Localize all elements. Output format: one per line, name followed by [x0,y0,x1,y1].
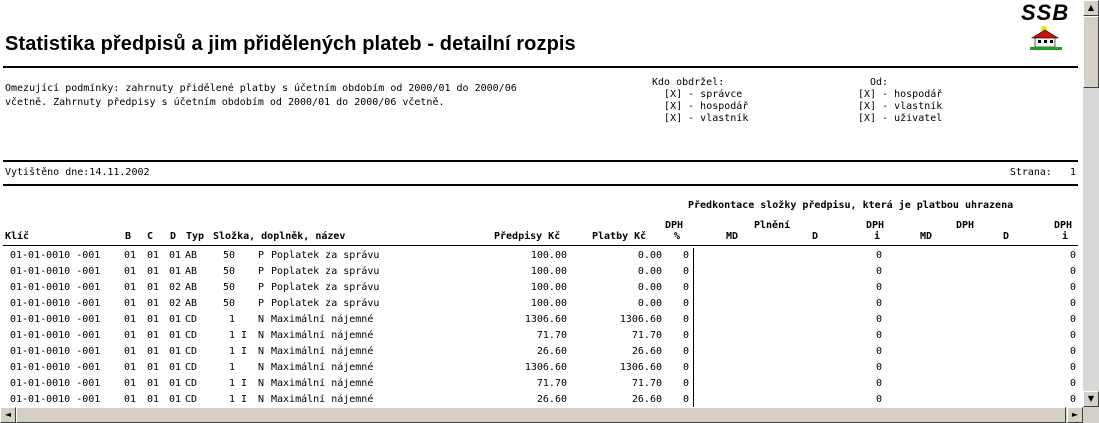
cell-typ: CD [185,394,198,405]
cell-doplnek: I [241,346,248,357]
cell-b: 01 [124,314,137,325]
cell-dphi-1: 0 [876,362,883,373]
table-row [0,328,1083,344]
cell-c: 01 [147,282,160,293]
cell-predpisy: 1306.60 [524,314,567,325]
col-d-2: D [1003,231,1010,242]
cell-dphi-2: 0 [1070,362,1077,373]
cell-dphi-1: 0 [876,394,883,405]
scroll-up-icon[interactable]: ▲ [1083,0,1099,16]
cell-platby: 0.00 [637,266,662,277]
conditions-line-1: Omezující podmínky: zahrnuty přidělené platby s účetním obdobím od 2000/01 do 2000/06 [5,83,517,94]
cell-flag: P [258,266,265,277]
scroll-right-icon[interactable]: ► [1067,407,1083,423]
cell-nazev: Maximální nájemné [271,346,374,357]
cell-c: 01 [147,330,160,341]
cell-typ: AB [185,282,198,293]
cell-slozka: 50 [222,282,235,293]
from-item: [X] - uživatel [858,113,943,124]
cell-flag: P [258,250,265,261]
cell-typ: AB [185,266,198,277]
cell-dphi-1: 0 [876,282,883,293]
cell-d: 01 [169,250,182,261]
cell-typ: CD [185,330,198,341]
col-md-1: MD [726,231,739,242]
cell-doplnek: I [241,330,248,341]
printed-label: Vytištěno dne: [5,167,90,178]
cell-nazev: Poplatek za správu [271,250,380,261]
cell-dphi-2: 0 [1070,378,1077,389]
cell-c: 01 [147,394,160,405]
title-divider [3,66,1078,68]
col-platby: Platby Kč [592,231,647,242]
recipient-item: [X] - správce [664,89,743,100]
cell-predpisy: 71.70 [536,330,567,341]
cell-typ: AB [185,250,198,261]
col-d: D [170,231,177,242]
scroll-left-icon[interactable]: ◄ [0,407,16,423]
cell-slozka: 1 [228,346,235,357]
cell-c: 01 [147,298,160,309]
cell-dphi-1: 0 [876,330,883,341]
cell-predpisy: 100.00 [530,298,567,309]
col-klic: Klíč [5,231,30,242]
cell-dph-pct: 0 [683,250,690,261]
printed-date: 14.11.2002 [89,167,150,178]
cell-dph-pct: 0 [683,378,690,389]
cell-slozka: 1 [228,330,235,341]
col-dphi-1-top: DPH [866,220,885,231]
cell-platby: 0.00 [637,250,662,261]
cell-nazev: Maximální nájemné [271,330,374,341]
cell-dph-pct: 0 [683,282,690,293]
cell-c: 01 [147,346,160,357]
cell-dph-pct: 0 [683,394,690,405]
table-row [0,360,1083,376]
horizontal-scrollbar[interactable] [0,407,1083,423]
cell-typ: CD [185,346,198,357]
cell-klic: 01-01-0010 -001 [10,250,101,261]
col-dphi-1-bottom: i [874,231,881,242]
cell-klic: 01-01-0010 -001 [10,378,101,389]
from-block [858,77,942,125]
cell-predpisy: 100.00 [530,266,567,277]
cell-platby: 1306.60 [619,362,662,373]
cell-platby: 71.70 [631,330,662,341]
cell-doplnek: I [241,394,248,405]
cell-platby: 0.00 [637,282,662,293]
cell-predpisy: 26.60 [536,346,567,357]
table-row [0,296,1083,312]
cell-slozka: 1 [228,378,235,389]
recipients-label: Kdo obdržel: [652,77,725,88]
cell-c: 01 [147,266,160,277]
printed-date-line [5,167,150,178]
cell-dphi-2: 0 [1070,282,1077,293]
cell-klic: 01-01-0010 -001 [10,346,101,357]
cell-d: 01 [169,266,182,277]
cell-dph-pct: 0 [683,362,690,373]
cell-c: 01 [147,250,160,261]
cell-predpisy: 100.00 [530,282,567,293]
cell-dphi-2: 0 [1070,346,1077,357]
horizontal-scroll-thumb[interactable] [16,407,1066,423]
cell-d: 01 [169,394,182,405]
table-header-divider [3,245,1078,246]
cell-slozka: 1 [228,362,235,373]
cell-slozka: 50 [222,250,235,261]
cell-dph-pct: 0 [683,346,690,357]
cell-b: 01 [124,346,137,357]
predkontace-header: Předkontace složky předpisu, která je platbou uhrazena [688,200,1014,211]
cell-typ: CD [185,362,198,373]
cell-c: 01 [147,378,160,389]
conditions-text [5,82,517,110]
cell-nazev: Poplatek za správu [271,298,380,309]
from-label: Od: [870,77,889,88]
table-row [0,312,1083,328]
cell-dphi-1: 0 [876,346,883,357]
cell-dphi-1: 0 [876,314,883,325]
cell-platby: 71.70 [631,378,662,389]
cell-b: 01 [124,362,137,373]
cell-nazev: Maximální nájemné [271,314,374,325]
vertical-scrollbar[interactable] [1083,0,1099,407]
col-dphi-2-bottom: i [1062,231,1069,242]
col-dph-mid: DPH [956,220,975,231]
report-title: Statistika předpisů a jim přidělených plateb - detailní rozpis [5,33,576,55]
cell-slozka: 1 [228,394,235,405]
cell-d: 02 [169,282,182,293]
cell-slozka: 1 [228,314,235,325]
cell-flag: P [258,282,265,293]
table-row [0,376,1083,392]
col-predpisy: Předpisy Kč [494,231,561,242]
col-slozka: Složka, doplněk, název [213,231,346,242]
col-c: C [147,231,154,242]
cell-nazev: Poplatek za správu [271,266,380,277]
cell-d: 02 [169,298,182,309]
cell-dph-pct: 0 [683,266,690,277]
cell-c: 01 [147,362,160,373]
cell-d: 01 [169,346,182,357]
cell-flag: N [258,378,265,389]
cell-dphi-2: 0 [1070,298,1077,309]
table-row [0,248,1083,264]
cell-b: 01 [124,330,137,341]
cell-klic: 01-01-0010 -001 [10,282,101,293]
cell-klic: 01-01-0010 -001 [10,394,101,405]
col-dphi-2-top: DPH [1054,220,1073,231]
cell-dph-pct: 0 [683,314,690,325]
cell-klic: 01-01-0010 -001 [10,298,101,309]
ssb-logo-text: SSB [1021,0,1070,25]
cell-b: 01 [124,298,137,309]
cell-platby: 26.60 [631,394,662,405]
cell-klic: 01-01-0010 -001 [10,266,101,277]
cell-klic: 01-01-0010 -001 [10,314,101,325]
cell-nazev: Maximální nájemné [271,378,374,389]
cell-dphi-2: 0 [1070,314,1077,325]
cell-predpisy: 71.70 [536,378,567,389]
cell-flag: N [258,330,265,341]
cell-nazev: Maximální nájemné [271,394,374,405]
table-row [0,264,1083,280]
from-item: [X] - hospodář [858,89,943,100]
cell-klic: 01-01-0010 -001 [10,362,101,373]
col-plneni: Plnění [754,220,791,231]
cell-predpisy: 100.00 [530,250,567,261]
table-row [0,280,1083,296]
cell-nazev: Poplatek za správu [271,282,380,293]
table-row [0,344,1083,360]
cell-b: 01 [124,250,137,261]
cell-dph-pct: 0 [683,330,690,341]
recipient-item: [X] - hospodář [664,101,749,112]
col-dph-pct-bottom: % [674,231,681,242]
col-b: B [125,231,132,242]
col-d-1: D [812,231,819,242]
col-typ: Typ [186,231,205,242]
cell-flag: P [258,298,265,309]
cell-flag: N [258,346,265,357]
cell-klic: 01-01-0010 -001 [10,330,101,341]
table-row [0,392,1083,407]
cell-b: 01 [124,282,137,293]
conditions-line-2: včetně. Zahrnuty předpisy s účetním obdobím od 2000/01 do 2000/06 včetně. [5,97,445,108]
header-divider-bottom [3,184,1078,186]
cell-typ: CD [185,378,198,389]
cell-d: 01 [169,330,182,341]
page-number-line [1010,167,1076,178]
cell-platby: 1306.60 [619,314,662,325]
col-dph-pct-top: DPH [665,220,684,231]
cell-dphi-1: 0 [876,378,883,389]
cell-slozka: 50 [222,266,235,277]
page-label: Strana: [1009,167,1052,178]
cell-dph-pct: 0 [683,298,690,309]
cell-flag: N [258,362,265,373]
cell-platby: 26.60 [631,346,662,357]
cell-d: 01 [169,314,182,325]
cell-dphi-1: 0 [876,266,883,277]
cell-b: 01 [124,394,137,405]
page-number: 1 [1069,167,1076,178]
cell-typ: AB [185,298,198,309]
cell-typ: CD [185,314,198,325]
cell-c: 01 [147,314,160,325]
cell-b: 01 [124,266,137,277]
house-logo-icon [1028,26,1064,56]
cell-dphi-2: 0 [1070,330,1077,341]
cell-dphi-2: 0 [1070,250,1077,261]
from-item: [X] - vlastník [858,101,943,112]
cell-doplnek: I [241,378,248,389]
cell-dphi-2: 0 [1070,394,1077,405]
cell-predpisy: 1306.60 [524,362,567,373]
cell-d: 01 [169,362,182,373]
scrollbar-corner [1083,407,1099,423]
recipient-item: [X] - vlastník [664,113,749,124]
cell-flag: N [258,314,265,325]
cell-flag: N [258,394,265,405]
col-md-2: MD [920,231,933,242]
vertical-scroll-thumb[interactable] [1083,16,1099,88]
scroll-down-icon[interactable]: ▼ [1083,391,1099,407]
cell-d: 01 [169,378,182,389]
cell-dphi-2: 0 [1070,266,1077,277]
cell-predpisy: 26.60 [536,394,567,405]
header-divider-top [3,160,1078,162]
cell-platby: 0.00 [637,298,662,309]
cell-nazev: Maximální nájemné [271,362,374,373]
table-body [0,248,1083,407]
cell-dphi-1: 0 [876,298,883,309]
cell-dphi-1: 0 [876,250,883,261]
recipients-block [652,77,748,125]
cell-b: 01 [124,378,137,389]
cell-slozka: 50 [222,298,235,309]
